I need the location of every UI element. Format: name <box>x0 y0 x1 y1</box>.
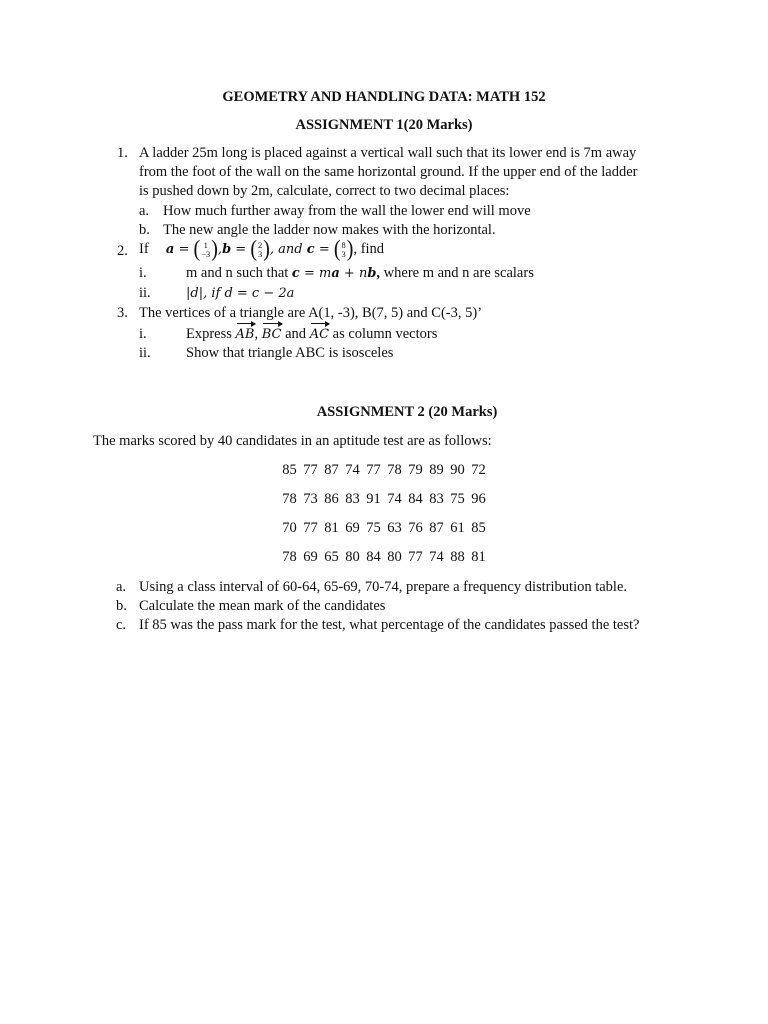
q1-a-label: a. <box>139 203 150 219</box>
q2-ii-label: ii. <box>139 285 151 301</box>
q2-i-text-post: where m and n are scalars <box>380 265 534 281</box>
q3-line-1: The vertices of a triangle are A(1, -3), B(7, 5) and C(-3, 5)’ <box>139 305 483 321</box>
q1-line-1: A ladder 25m long is placed against a vertical wall such that its lower end is 7m away <box>139 145 637 161</box>
q2-i-label: i. <box>139 265 147 281</box>
q2-if: If <box>139 241 149 257</box>
q3-i-label: i. <box>139 326 147 342</box>
marks-row-1: 85 77 87 74 77 78 79 89 90 72 <box>282 462 486 478</box>
q3-i-text-post: as column vectors <box>332 326 438 342</box>
vector-ab: AB <box>235 327 255 342</box>
marks-row-2: 78 73 86 83 91 74 84 83 75 96 <box>282 491 486 507</box>
marks-row-3: 70 77 81 69 75 63 76 87 61 85 <box>282 520 486 536</box>
q1-line-2: from the foot of the wall on the same horizontal ground. If the upper end of the ladder <box>139 164 638 180</box>
q1-b-label: b. <box>139 222 150 238</box>
marks-row-4: 78 69 65 80 84 80 77 74 88 81 <box>282 549 486 565</box>
q3-number: 3. <box>117 305 128 321</box>
q1-b-text: The new angle the ladder now makes with the horizontal. <box>163 222 496 238</box>
q2-ii-text: |d|, if d = c − 2a <box>186 286 295 301</box>
a2-b-label: b. <box>116 598 127 614</box>
a2-b-text: Calculate the mean mark of the candidates <box>139 598 386 614</box>
q2-i-line: m and n such that c = ma + nb, where m and n are scalars <box>186 265 534 281</box>
document-title: GEOMETRY AND HANDLING DATA: MATH 152 <box>222 89 546 105</box>
q1-line-3: is pushed down by 2m, calculate, correct to two decimal places: <box>139 183 510 199</box>
q2-line-1: If a = ( 1 −3 ) ,b = ( 2 3 ) , and c = ( 8 3 ) , find <box>139 236 385 262</box>
a2-a-label: a. <box>116 579 127 595</box>
q3-i-line: Express AB, BC and AC as column vectors <box>186 326 438 342</box>
q3-i-and: and <box>285 326 307 342</box>
vector-b: ( 2 3 ) <box>250 236 270 262</box>
vector-bc: BC <box>261 327 282 342</box>
a2-c-label: c. <box>116 617 127 633</box>
q2-find: , find <box>353 241 385 257</box>
q3-ii-text: Show that triangle ABC is isosceles <box>186 345 394 361</box>
a2-intro: The marks scored by 40 candidates in an aptitude test are as follows: <box>93 433 492 449</box>
assignment-2-heading: ASSIGNMENT 2 (20 Marks) <box>316 404 498 420</box>
q1-a-text: How much further away from the wall the lower end will move <box>163 203 531 219</box>
vector-ac: AC <box>309 327 330 342</box>
a2-a-text: Using a class interval of 60-64, 65-69, 70-74, prepare a frequency distribution table. <box>139 579 628 595</box>
q3-i-text: Express <box>186 326 232 342</box>
a2-c-text: If 85 was the pass mark for the test, what percentage of the candidates passed the test? <box>139 617 640 633</box>
q2-number: 2. <box>117 243 128 259</box>
vector-a: ( 1 −3 ) <box>193 236 218 262</box>
assignment-1-heading: ASSIGNMENT 1(20 Marks) <box>295 117 473 133</box>
q1-number: 1. <box>117 145 128 161</box>
vector-c: ( 8 3 ) <box>333 236 354 262</box>
q2-i-text: m and n such that <box>186 265 289 281</box>
q3-ii-label: ii. <box>139 345 151 361</box>
